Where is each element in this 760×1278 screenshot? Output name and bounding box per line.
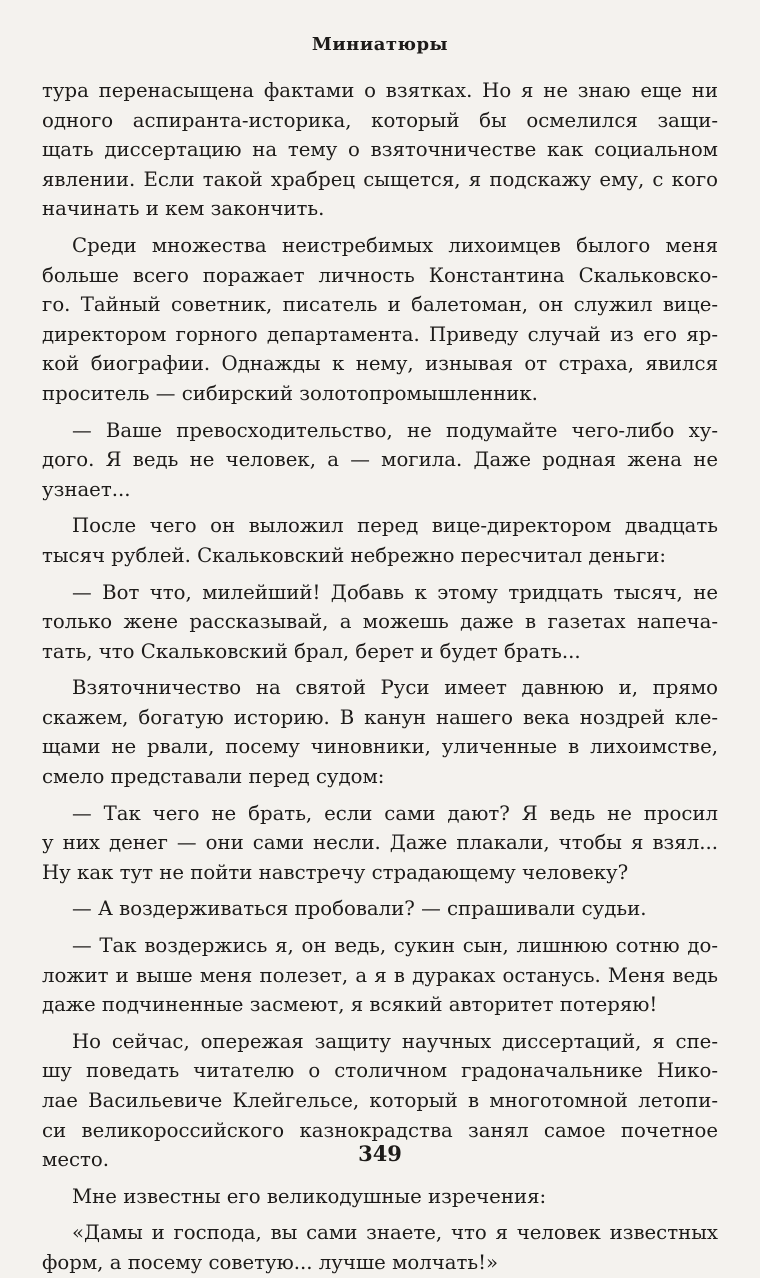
text-line: явлении. Если такой храбрец сыщется, я подскажу ему, с кого bbox=[42, 167, 718, 191]
paragraph bbox=[42, 1182, 718, 1212]
text-line: го. Тайный советник, писатель и балетоман, он служил вице- bbox=[42, 293, 718, 317]
text-line: Мне известны его великодушные изречения: bbox=[72, 1184, 547, 1208]
text-line: — Так воздержись я, он ведь, сукин сын, лишнюю сотню до- bbox=[72, 934, 718, 958]
text-line: директором горного департамента. Приведу случай из его яр- bbox=[42, 322, 718, 346]
text-line: шу поведать читателю о столичном градоначальнике Нико- bbox=[42, 1059, 718, 1083]
text-line: тать, что Скальковский брал, берет и будет брать... bbox=[42, 639, 581, 663]
text-line: щать диссертацию на тему о взяточничестве как социальном bbox=[42, 138, 718, 162]
text-line: лае Васильевиче Клейгельсе, который в многотомной летопи- bbox=[42, 1089, 718, 1112]
text-line: скажем, богатую историю. В канун нашего века ноздрей кле- bbox=[42, 705, 718, 729]
text-line: начинать и кем закончить. bbox=[42, 197, 325, 221]
text-line: си великороссийского казнокрадства занял самое почетное bbox=[42, 1118, 718, 1142]
page-number: 349 bbox=[358, 1141, 402, 1166]
text-line: — Так чего не брать, если сами дают? Я ведь не просил bbox=[72, 801, 718, 825]
paragraph bbox=[42, 931, 718, 1020]
text-line: даже подчиненные засмеют, я всякий авторитет потеряю! bbox=[42, 993, 658, 1017]
text-line: кой биографии. Однажды к нему, изнывая от страха, явился bbox=[42, 352, 718, 376]
text-line: только жене рассказывай, а можешь даже в газетах напеча- bbox=[42, 610, 718, 634]
text-line: узнает... bbox=[42, 477, 131, 501]
paragraph bbox=[42, 416, 718, 505]
text-line: форм, а посему советую... лучше молчать!» bbox=[42, 1250, 499, 1274]
text-line: тысяч рублей. Скальковский небрежно пересчитал деньги: bbox=[42, 543, 667, 567]
running-head-title: Миниатюры bbox=[311, 34, 449, 55]
body-text bbox=[42, 76, 718, 1278]
paragraph bbox=[42, 578, 718, 667]
text-line: проситель — сибирский золотопромышленник. bbox=[42, 381, 538, 405]
paragraph bbox=[42, 1218, 718, 1277]
paragraph bbox=[42, 799, 718, 888]
text-line: больше всего поражает личность Константина Скальковско- bbox=[42, 263, 718, 287]
text-line: — Вот что, милейший! Добавь к этому тридцать тысяч, не bbox=[72, 580, 718, 604]
paragraph bbox=[42, 894, 718, 924]
paragraph bbox=[42, 673, 718, 791]
text-line: одного аспиранта-историка, который бы осмелился защи- bbox=[42, 108, 718, 132]
text-line: «Дамы и господа, вы сами знаете, что я человек известных bbox=[72, 1221, 718, 1245]
paragraph bbox=[42, 76, 718, 224]
paragraph bbox=[42, 511, 718, 570]
paragraph bbox=[42, 231, 718, 409]
text-line: смело представали перед судом: bbox=[42, 765, 385, 789]
text-line: Но сейчас, опережая защиту научных диссертаций, я спе- bbox=[72, 1029, 718, 1053]
text-line: место. bbox=[42, 1148, 109, 1172]
text-line: ложит и выше меня полезет, а я в дураках останусь. Меня ведь bbox=[42, 963, 718, 987]
text-line: дого. Я ведь не человек, а — могила. Даже родная жена не bbox=[42, 448, 718, 472]
text-line: Взяточничество на святой Руси имеет давнюю и, прямо bbox=[72, 676, 718, 700]
text-line: Среди множества неистребимых лихоимцев былого меня bbox=[72, 233, 718, 257]
text-line: щами не рвали, посему чиновники, уличенные в лихоимстве, bbox=[42, 735, 718, 759]
text-line: тура перенасыщена фактами о взятках. Но я не знаю еще ни bbox=[42, 79, 718, 102]
text-line: Ну как тут не пойти навстречу страдающему человеку? bbox=[42, 860, 629, 884]
text-line: — А воздерживаться пробовали? — спрашивали судьи. bbox=[72, 897, 647, 921]
text-line: — Ваше превосходительство, не подумайте чего-либо ху- bbox=[72, 418, 718, 442]
text-line: После чего он выложил перед вице-директором двадцать bbox=[72, 514, 718, 538]
text-line: у них денег — они сами несли. Даже плакали, чтобы я взял... bbox=[42, 831, 718, 855]
